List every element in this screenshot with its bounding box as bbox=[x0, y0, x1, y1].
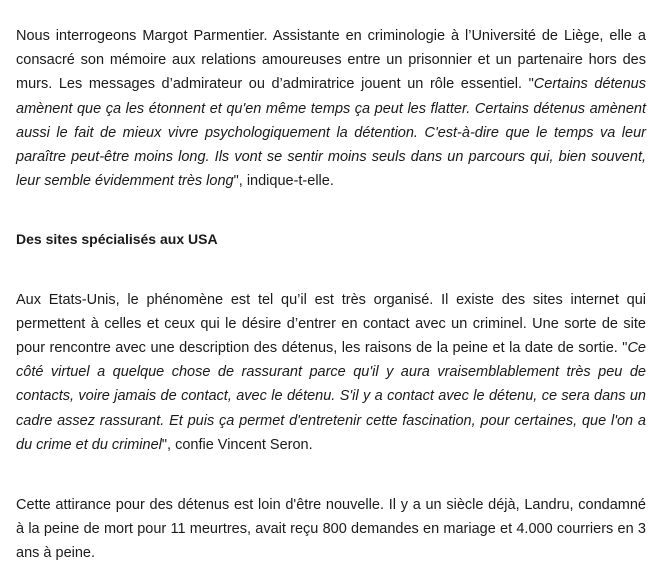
paragraph-margot-parmentier bbox=[16, 24, 646, 193]
paragraph-outro-text: ", indique-t-elle. bbox=[233, 173, 334, 190]
quote-text: Certains détenus amènent que ça les étonnent et qu'en même temps ça peut les flatter. Certains détenus amènent aussi le fait de mieux vivre psychologiquement la détention. C'est-à-dire que le temps va leur paraître peut-être moins long. Ils vont se sentir moins seuls dans un parcours qui, bien souvent, leur semble évidemment très long bbox=[16, 76, 646, 190]
spacer bbox=[16, 457, 646, 493]
quote-text: Ce côté virtuel a quelque chose de rassurant parce qu'il y aura vraisemblablement très peu de contacts, voire jamais de contact, avec le détenu. S'il y a contact avec le détenu, ce sera dans un cadre assez rassurant. Et puis ça permet d'entretenir cette fascination, pour certaines, que l'on a du crime et du criminel bbox=[16, 340, 646, 453]
paragraph-outro-text: ", confie Vincent Seron. bbox=[161, 436, 313, 453]
paragraph-intro-text: Nous interrogeons Margot Parmentier. Assistante en criminologie à l’Université de Liège, elle a consacré son mémoire aux relations amoureuses entre un prisonnier et un partenaire hors des murs. Les messages d’admirateur ou d’admiratrice jouent un rôle essentiel. " bbox=[16, 28, 646, 93]
article-body bbox=[16, 24, 646, 566]
section-heading: Des sites spécialisés aux USA bbox=[16, 231, 218, 248]
paragraph-usa-sites bbox=[16, 288, 646, 457]
paragraph-landru: Cette attirance pour des détenus est loin d'être nouvelle. Il y a un siècle déjà, Landru, condamné à la peine de mort pour 11 meurtres, avait reçu 800 demandes en mariage et 4.000 courriers en 3 ans à peine. bbox=[16, 497, 646, 562]
spacer bbox=[16, 252, 646, 288]
paragraph-intro-text: Aux Etats-Unis, le phénomène est tel qu’il est très organisé. Il existe des sites internet qui permettent à celles et ceux qui le désire d’entrer en contact avec un criminel. Une sorte de site pour rencontre avec une description des détenus, les raisons de la peine et la date de sortie. " bbox=[16, 291, 646, 357]
spacer bbox=[16, 193, 646, 227]
